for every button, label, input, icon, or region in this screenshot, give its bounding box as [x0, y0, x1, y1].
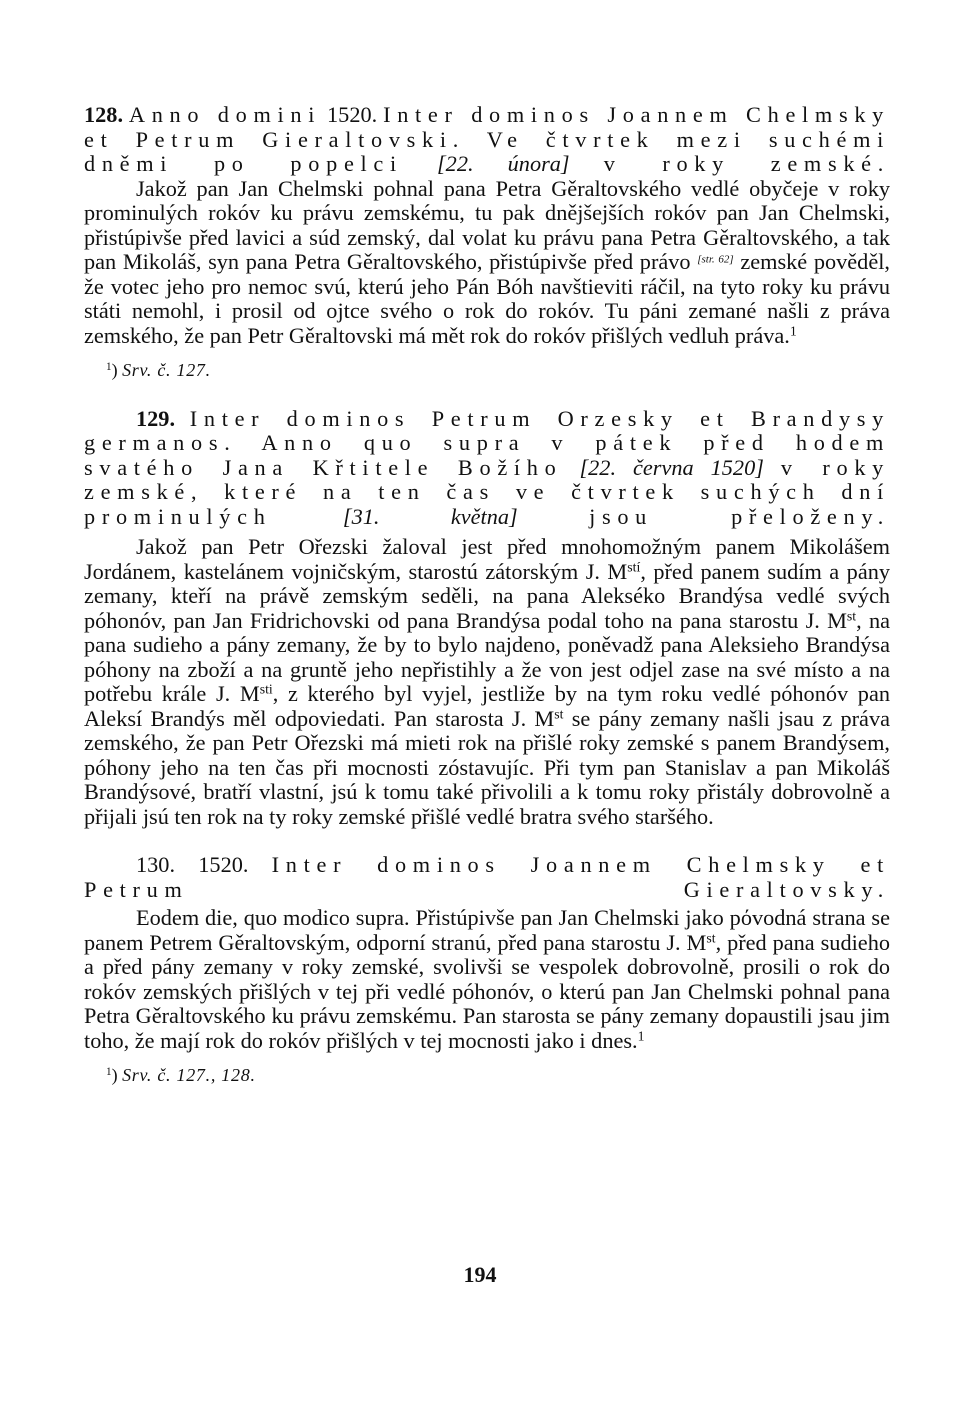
- entry-heading: 129. Inter dominos Petrum Orzesky et Brandysy germanos. Anno quo supra v pátek před hodem svatého Jana Křtitele Božího [22. června 1520] v roky zemské, které na ten čas ve čtvrtek suchých dní prominulých [31. května] jsou přeloženy.: [84, 405, 891, 529]
- entry-body: Eodem die, quo modico supra. Přistúpivše pan Jan Chelmski jako pόvodná strana se panem Petrem Gěraltovským, odporní stranú, před pana starostu J. Mst, před pana sudieho a před pány zemany v roky zemské, svolivši se vespolek dobrovolně, prosili o rok do rokóv zemských přišlých v tej při vedlé póhonóv, o kterú pan Jan Chelmski pohnal pana Petra Gěraltovského ku právu zemskému. Pan starosta se pány zemany dopaustili jsau jim toho, že mají rok do rokóv přišlých v tej mocnosti jako i dnes.$^1$: [84, 905, 890, 1053]
- entry-130: [84, 853, 890, 1088]
- entry-heading: 130. 1520. Inter dominos Joannem Chelmsky et Petrum Gieraltovsky.: [84, 852, 891, 902]
- entry-129: [84, 407, 890, 830]
- page-number: 194: [463, 1262, 497, 1287]
- footnote: $^1$) Srv. č. 127., 128.: [106, 1065, 256, 1085]
- entry-body: Jakož pan Petr Ořezski žaloval jest před mnohomožným panem Mikolášem Jordánem, kastelánem vojničským, starostú zátorským J. $M^{stí}$, před panem sudím a pány zemany, kteří na právě zemským seděli, na pana Alekséko Brandýsa vedlé svých póhonóv, pan Jan Fridrichovski od pana Brandýsa podal toho na pana starostu J. Mst, na pana sudieho a pány zemany, že by to bylo najdeno, poněvadž pana Aleksieho Brandýsa póhony na zboží a na gruntě jeho nepřistihly a že von jest odjel zase na své místo a na potřebu krále J. $M^{sti}$, z kterého byl vyjel, jestliže by na tym roku vedlé póhonóv pan Aleksí Brandýs měl odpoviedati. Pan starosta J. Mst se pány zemany našli jsau z práva zemského, že pan Petr Ořezski má mieti rok na přišlé roky zemské s panem Brandýsem, póhony jeho na ten čas při mocnosti zóstavujíc. Při tym pan Stanislav a pan Mikoláš Brandýsové, bratří vlastní, jsú k tomu také přivolili a k tomu roky přistály dobrovolně a přijali jsú ten rok na ty roky zemské přišlé vedlé bratra svého staršého.: [84, 534, 891, 829]
- entry-128: [84, 103, 890, 383]
- entry-heading: 128. Anno domini 1520. Inter dominos Joannem Chelmsky et Petrum Gieraltovski. Ve čtvrtek mezi suchémi dněmi po popelci [22. února] v roky zemské.: [84, 102, 891, 176]
- entry-body: Jakož pan Jan Chelmski pohnal pana Petra Gěraltovského vedlé obyčeje v roky prominulých rokóv ku právu zemskému, tu pak dnějšejších rokóv pan Jan Chelmski, přistúpivše před lavici a súd zemský, dal volat ku právu pana Petra Gěraltovského, a tak pan Mikoláš, syn pana Petra Gěraltovského, přistúpivše před právo [str. 62] zemské pověděl, že votec jeho pro nemoc svú, kterú jeho Pán Bóh navštieviti ráčil, na tyto roky ku právu státi nemohl, i prosil od ojtce svého o rok do rokóv. Tu páni zemané našli z práva zemského, že pan Petr Gěraltovski má mět rok do rokóv přišlých vedluh práva.$^1$: [84, 175, 890, 348]
- document-page: [84, 103, 890, 1088]
- footnote: $^1$) Srv. č. 127.: [106, 360, 211, 380]
